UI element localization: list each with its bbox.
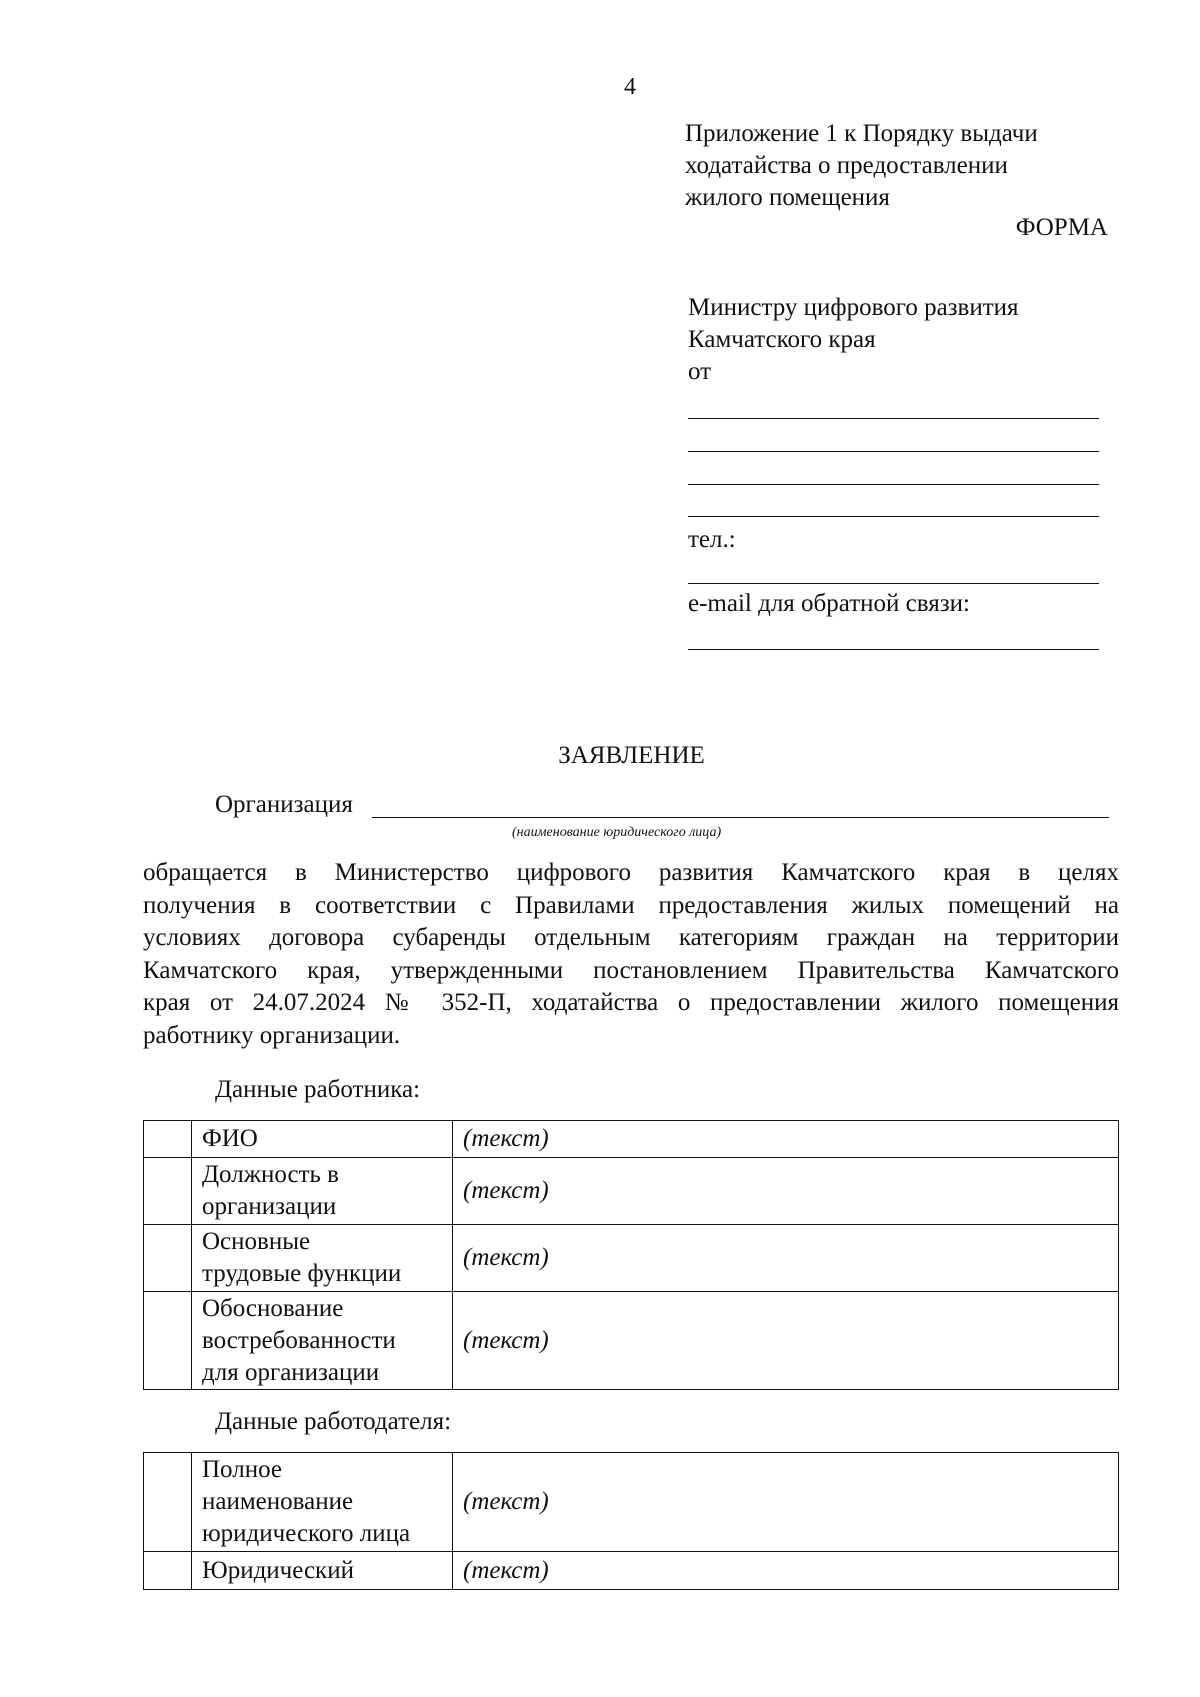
body-line: условиях договора субаренды отдельным категориям граждан на территории — [143, 924, 1119, 951]
page-number: 4 — [624, 74, 636, 100]
field-value: (текст) — [453, 1158, 1119, 1225]
phone-fill-line — [688, 583, 1099, 584]
appendix-line: ходатайства о предоставлении — [685, 152, 1008, 179]
employer-table — [143, 1452, 1119, 1590]
field-value: (текст) — [453, 1453, 1119, 1552]
application-body — [143, 857, 1119, 1052]
row-number — [144, 1158, 192, 1225]
appendix-line: жилого помещения — [685, 184, 890, 211]
email-label: e-mail для обратной связи: — [688, 590, 970, 617]
organization-hint: (наименование юридического лица) — [512, 825, 722, 840]
row-number — [144, 1225, 192, 1292]
email-fill-line — [688, 649, 1099, 650]
table-row — [144, 1121, 1119, 1158]
field-value: (текст) — [453, 1292, 1119, 1390]
row-number — [144, 1292, 192, 1390]
recipient-block — [688, 292, 1019, 388]
recipient-line: от — [688, 358, 712, 385]
sender-fill-line — [688, 516, 1099, 517]
field-name: Обоснование востребованности для организации — [192, 1292, 453, 1390]
field-name: ФИО — [192, 1121, 453, 1158]
field-value: (текст) — [453, 1225, 1119, 1292]
row-number — [144, 1453, 192, 1552]
body-line: Камчатского края, утвержденными постановлением Правительства Камчатского — [143, 956, 1119, 984]
body-line: обращается в Министерство цифрового развития Камчатского края в целях — [143, 859, 1119, 886]
row-number — [144, 1552, 192, 1590]
employee-section-label: Данные работника: — [215, 1076, 421, 1103]
table-row — [144, 1552, 1119, 1590]
body-line: края от 24.07.2024 № 352-П, ходатайства о предоставлении жилого помещения — [143, 989, 1119, 1016]
field-name: Основные трудовые функции — [192, 1225, 453, 1292]
recipient-line: Камчатского края — [688, 326, 876, 353]
body-line: работнику организации. — [143, 1021, 401, 1049]
sender-fill-line — [688, 451, 1099, 452]
body-line: получения в соответствии с Правилами предоставления жилых помещений на — [143, 891, 1119, 919]
recipient-line: Министру цифрового развития — [688, 294, 1019, 321]
employee-table — [143, 1120, 1119, 1390]
sender-fill-line — [688, 418, 1099, 419]
table-row — [144, 1225, 1119, 1292]
field-name: Полное наименование юридического лица — [192, 1453, 453, 1552]
employer-section-label: Данные работодателя: — [215, 1408, 452, 1435]
form-label: ФОРМА — [1015, 214, 1108, 241]
table-row — [144, 1453, 1119, 1552]
field-value: (текст) — [453, 1121, 1119, 1158]
organization-fill-line — [372, 817, 1109, 818]
sender-fill-line — [688, 484, 1099, 485]
table-row — [144, 1158, 1119, 1225]
appendix-header — [685, 118, 1038, 214]
table-row — [144, 1292, 1119, 1390]
phone-label: тел.: — [688, 526, 736, 553]
row-number — [144, 1121, 192, 1158]
field-name: Юридический — [192, 1552, 453, 1590]
field-name: Должность в организации — [192, 1158, 453, 1225]
appendix-line: Приложение 1 к Порядку выдачи — [685, 120, 1038, 147]
document-title: ЗАЯВЛЕНИЕ — [558, 742, 705, 769]
field-value: (текст) — [453, 1552, 1119, 1590]
organization-label: Организация — [215, 791, 353, 818]
